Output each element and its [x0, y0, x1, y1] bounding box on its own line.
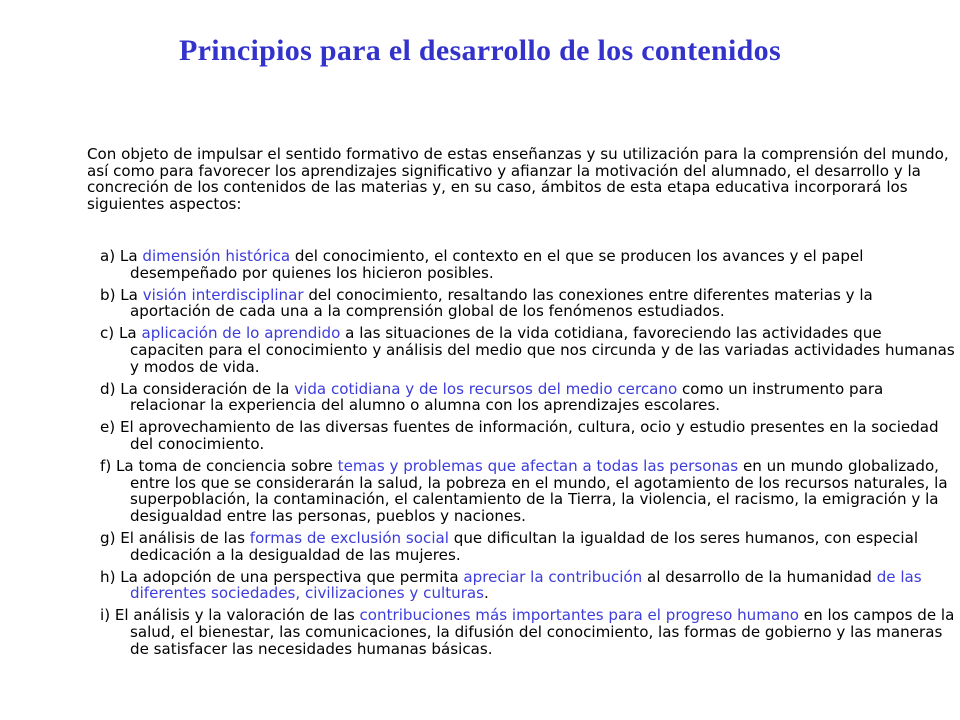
- item-text: h) La adopción de una perspectiva que permita: [100, 567, 464, 586]
- intro-paragraph: Con objeto de impulsar el sentido formativo de estas enseñanzas y su utilización para la comprensión del mundo, así como para favorecer los aprendizajes significativo y afianzar la motivación del alumnado, el desarrollo y la concreción de los contenidos de las materias y, en su caso, ámbitos de esta etapa educativa incorporará los siguientes aspectos:: [87, 145, 949, 213]
- item-text: a las situaciones de la vida cotidiana, favoreciendo las actividades que capaciten para el conocimiento y análisis del medio que nos circunda y de las variadas actividades humanas y modos de vida.: [130, 324, 955, 376]
- slide-title: Principios para el desarrollo de los contenidos: [179, 34, 781, 67]
- item-text: c) La: [100, 324, 142, 343]
- item-text: como un instrumento para relacionar la experiencia del alumno o alumna con los aprendizajes escolares.: [130, 379, 884, 415]
- item-text: a) La: [100, 247, 143, 265]
- item-text: en un mundo globalizado, entre los que se considerarán la salud, la pobreza en el mundo, el agotamiento de los recursos naturales, la superpoblación, la contaminación, el calentamiento de la Tierra, la violencia, el racismo, la emigración y la desigualdad entre las personas, pueblos y naciones.: [130, 456, 948, 526]
- list-item: [100, 569, 955, 603]
- item-text: f) La toma de conciencia sobre: [100, 456, 338, 475]
- item-text: .: [484, 584, 489, 603]
- highlighted-phrase: formas de exclusión social: [249, 528, 449, 547]
- highlighted-phrase: de las diferentes sociedades, civilizaciones y culturas: [130, 567, 922, 603]
- item-text: b) La: [100, 285, 143, 304]
- list-item: [100, 248, 955, 282]
- list-item: [100, 607, 955, 657]
- highlighted-phrase: dimensión histórica: [142, 247, 291, 265]
- item-text: en los campos de la salud, el bienestar, las comunicaciones, la difusión del conocimiento, las formas de gobierno y las maneras de satisfacer las necesidades humanas básicas.: [130, 606, 955, 658]
- item-text: i) El análisis y la valoración de las: [100, 606, 360, 625]
- list-item: [100, 458, 955, 525]
- list-item: [100, 530, 955, 564]
- item-text: del conocimiento, resaltando las conexiones entre diferentes materias y la aportación de cada una a la comprensión global de los fenómenos estudiados.: [130, 285, 873, 321]
- item-text: e) El aprovechamiento de las diversas fuentes de información, cultura, ocio y estudio presentes en la sociedad del conocimiento.: [100, 418, 939, 453]
- list-item: [100, 381, 955, 415]
- item-text: g) El análisis de las: [100, 528, 250, 547]
- highlighted-phrase: vida cotidiana y de los recursos del medio cercano: [294, 379, 678, 398]
- item-text: del conocimiento, el contexto en el que se producen los avances y el papel desempeñado por quienes los hicieron posibles.: [130, 247, 864, 282]
- highlighted-phrase: contribuciones más importantes para el progreso humano: [359, 606, 799, 625]
- item-text: d) La consideración de la: [100, 379, 295, 398]
- highlighted-phrase: temas y problemas que afectan a todas las personas: [337, 456, 739, 475]
- item-text: que dificultan la igualdad de los seres humanos, con especial dedicación a la desigualdad de las mujeres.: [130, 528, 919, 564]
- principles-list: [100, 248, 955, 663]
- highlighted-phrase: apreciar la contribución: [463, 567, 643, 586]
- highlighted-phrase: aplicación de lo aprendido: [141, 324, 341, 343]
- list-item: [100, 287, 955, 321]
- item-text: al desarrollo de la humanidad: [642, 567, 877, 586]
- highlighted-phrase: visión interdisciplinar: [142, 285, 304, 304]
- list-item: [100, 325, 955, 375]
- list-item: [100, 419, 955, 453]
